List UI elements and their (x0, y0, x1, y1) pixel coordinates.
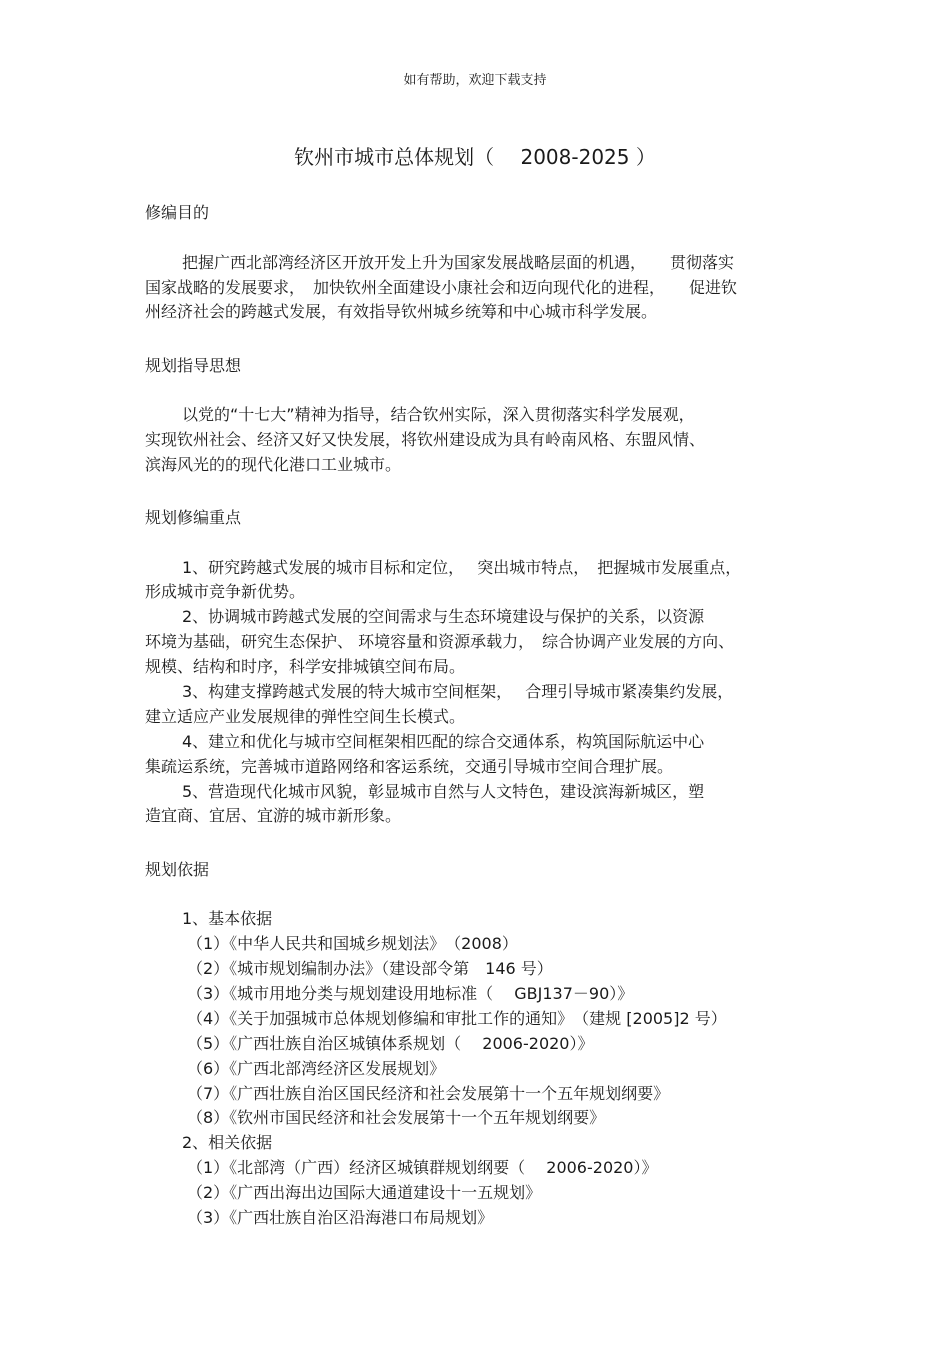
list-item-continuation: 造宜商、宜居、宜游的城市新形象。 (145, 806, 402, 825)
section-heading-basis: 规划依据 (145, 860, 210, 879)
list-item: 4、建立和优化与城市空间框架相匹配的综合交通体系，构筑国际航运中心 (182, 732, 705, 751)
header-note: 如有帮助，欢迎下载支持 (403, 73, 547, 88)
subsection-heading-basic: 1、基本依据 (182, 909, 273, 928)
section-heading-purpose: 修编目的 (145, 203, 210, 222)
reference-item: （6）《广西北部湾经济区发展规划》 (187, 1059, 446, 1078)
reference-item: （1）《中华人民共和国城乡规划法》 （2008） (187, 934, 518, 953)
paragraph-line: 滨海风光的的现代化港口工业城市。 (145, 455, 402, 474)
paragraph-line: 州经济社会的跨越式发展，有效指导钦州城乡统筹和中心城市科学发展。 (145, 302, 658, 321)
reference-item: （5）《广西壮族自治区城镇体系规划（ 2006-2020）》 (187, 1034, 594, 1053)
subsection-heading-related: 2、相关依据 (182, 1133, 273, 1152)
reference-item: （2）《广西出海出边国际大通道建设十一五规划》 (187, 1183, 542, 1202)
reference-item: （7）《广西壮族自治区国民经济和社会发展第十一个五年规划纲要》 (187, 1084, 670, 1103)
reference-item: （2）《城市规划编制办法》（建设部令第 146 号） (187, 959, 553, 978)
list-item-continuation: 形成城市竞争新优势。 (145, 582, 306, 601)
reference-item: （4）《关于加强城市总体规划修编和审批工作的通知》 （建规 [2005]2 号） (187, 1009, 727, 1028)
paragraph-line: 国家战略的发展要求， 加快钦州全面建设小康社会和迈向现代化的进程， 促进钦 (145, 278, 738, 297)
section-heading-guiding-thought: 规划指导思想 (145, 356, 242, 375)
list-item: 2、协调城市跨越式发展的空间需求与生态环境建设与保护的关系，以资源 (182, 607, 705, 626)
paragraph-line: 以党的“十七大”精神为指导，结合钦州实际，深入贯彻落实科学发展观， (182, 405, 695, 424)
list-item-continuation: 集疏运系统，完善城市道路网络和客运系统，交通引导城市空间合理扩展。 (145, 757, 674, 776)
list-item-continuation: 规模、结构和时序，科学安排城镇空间布局。 (145, 657, 466, 676)
page-title: 钦州市城市总体规划（ 2008-2025 ） (294, 145, 656, 169)
reference-item: （3）《城市用地分类与规划建设用地标准（ GBJ137－90）》 (187, 984, 634, 1003)
list-item: 5、营造现代化城市风貌，彰显城市自然与人文特色，建设滨海新城区，塑 (182, 782, 705, 801)
section-heading-key-points: 规划修编重点 (145, 508, 242, 527)
reference-item: （1）《北部湾（广西）经济区城镇群规划纲要（ 2006-2020）》 (187, 1158, 658, 1177)
list-item-continuation: 环境为基础，研究生态保护、 环境容量和资源承载力， 综合协调产业发展的方向、 (145, 632, 735, 651)
reference-item: （8）《钦州市国民经济和社会发展第十一个五年规划纲要》 (187, 1108, 606, 1127)
list-item: 1、研究跨越式发展的城市目标和定位， 突出城市特点， 把握城市发展重点， (182, 558, 742, 577)
paragraph-line: 实现钦州社会、经济又好又快发展，将钦州建设成为具有岭南风格、东盟风情、 (145, 430, 706, 449)
list-item-continuation: 建立适应产业发展规律的弹性空间生长模式。 (145, 707, 466, 726)
paragraph-line: 把握广西北部湾经济区开放开发上升为国家发展战略层面的机遇， 贯彻落实 (182, 253, 735, 272)
reference-item: （3）《广西壮族自治区沿海港口布局规划》 (187, 1208, 494, 1227)
list-item: 3、构建支撑跨越式发展的特大城市空间框架， 合理引导城市紧凑集约发展， (182, 682, 734, 701)
